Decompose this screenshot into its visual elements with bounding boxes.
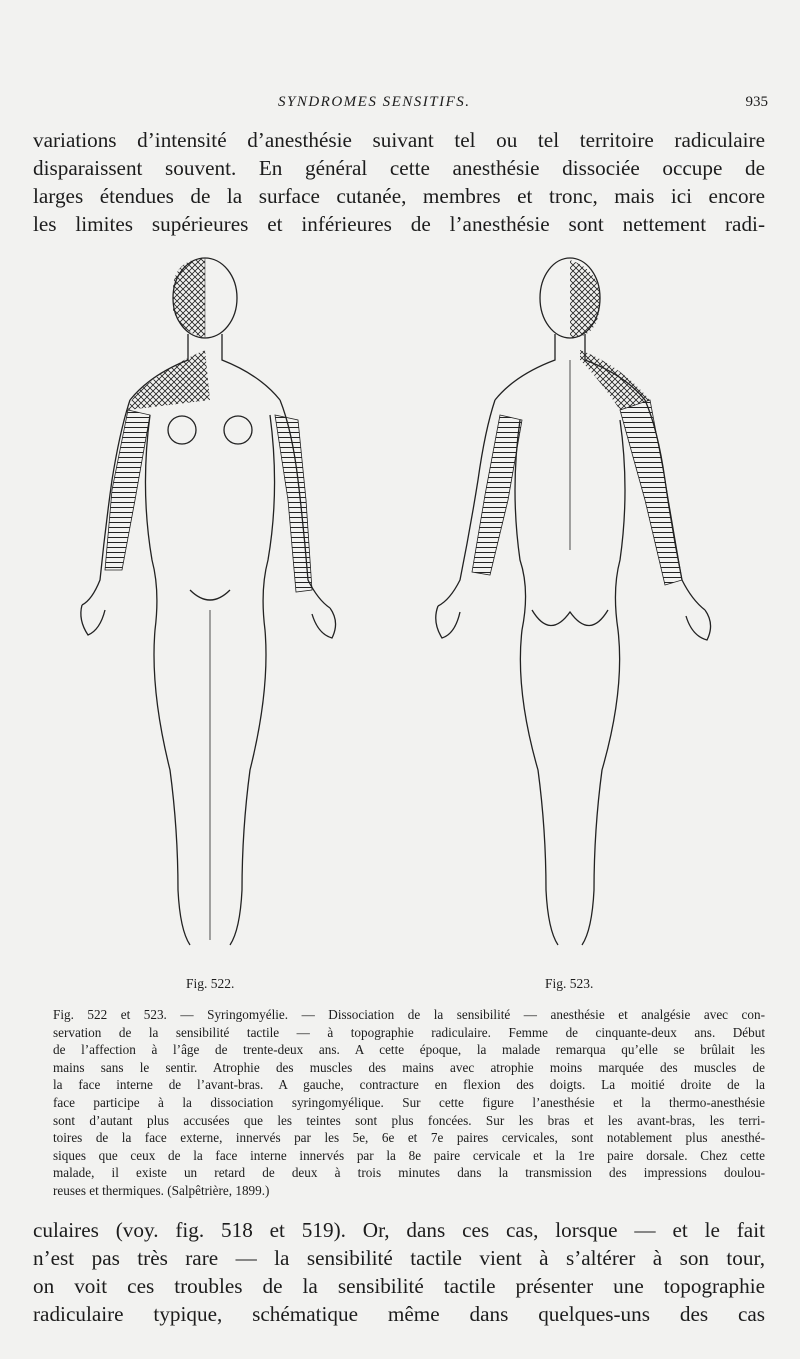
text-line: variations d’intensité d’anesthésie suivant tel ou tel territoire radiculaire xyxy=(33,128,765,152)
figure-label-522: Fig. 522. xyxy=(186,976,235,991)
caption-line: sont d’autant plus accusées que les teintes sont plus foncées. Sur les bras et les avant-bras, les terri- xyxy=(53,1112,765,1128)
text-line: on voit ces troubles de la sensibilité tactile présenter une topographie xyxy=(33,1274,765,1298)
anatomical-figures xyxy=(60,250,760,970)
body-text-bottom xyxy=(33,1216,765,1328)
text-line: disparaissent souvent. En général cette anesthésie dissociée occupe de xyxy=(33,156,765,180)
caption-line: la face interne de l’avant-bras. A gauche, contracture en flexion des doigts. La moitié droite de la xyxy=(53,1077,765,1093)
caption-line: Fig. 522 et 523. — Syringomyélie. — Dissociation de la sensibilité — anesthésie et analgésie avec con- xyxy=(53,1007,765,1022)
figure-caption xyxy=(53,1006,765,1200)
caption-line: mains sans le sentir. Atrophie des muscles des mains avec atrophie moins marquée des muscles de xyxy=(53,1059,765,1075)
back-body-figure xyxy=(436,258,711,945)
text-line: larges étendues de la surface cutanée, membres et tronc, mais ici encore xyxy=(33,184,765,208)
caption-line: face participe à la dissociation syringomyélique. Sur cette figure l’anesthésie et la thermo-anesthésie xyxy=(53,1094,765,1110)
caption-line: reuses et thermiques. (Salpêtrière, 1899.) xyxy=(53,1182,270,1198)
caption-line: malade, il existe un retard de deux à trois minutes dans la transmission des impressions doulou- xyxy=(53,1165,765,1181)
front-body-figure xyxy=(81,258,336,945)
caption-line: servation de la sensibilité tactile — à topographie radiculaire. Femme de cinquante-deux ans. Début xyxy=(53,1024,765,1040)
text-line: les limites supérieures et inférieures de l’anesthésie sont nettement radi- xyxy=(33,212,765,236)
caption-line: siques que ceux de la face interne innervés par la 8e paire cervicale et la 1re paire dorsale. Chez cette xyxy=(53,1147,765,1163)
running-title: SYNDROMES SENSITIFS. xyxy=(278,94,471,110)
caption-line: toires de la face externe, innervés par les 5e, 6e et 7e paires cervicales, sont notablement plus anesthé- xyxy=(53,1130,765,1146)
figure-label-523: Fig. 523. xyxy=(545,976,594,991)
text-line: n’est pas très rare — la sensibilité tactile vient à s’altérer à son tour, xyxy=(33,1246,765,1270)
caption-line: de l’affection à l’âge de trente-deux ans. A cette époque, la malade remarqua qu’elle se brûlait les xyxy=(53,1042,765,1058)
running-head xyxy=(0,94,800,118)
body-text-top xyxy=(33,126,765,238)
text-line: culaires (voy. fig. 518 et 519). Or, dans ces cas, lorsque — et le fait xyxy=(33,1218,765,1242)
text-line: radiculaire typique, schématique même dans quelques-uns des cas xyxy=(33,1302,765,1326)
page-number: 935 xyxy=(745,94,768,110)
